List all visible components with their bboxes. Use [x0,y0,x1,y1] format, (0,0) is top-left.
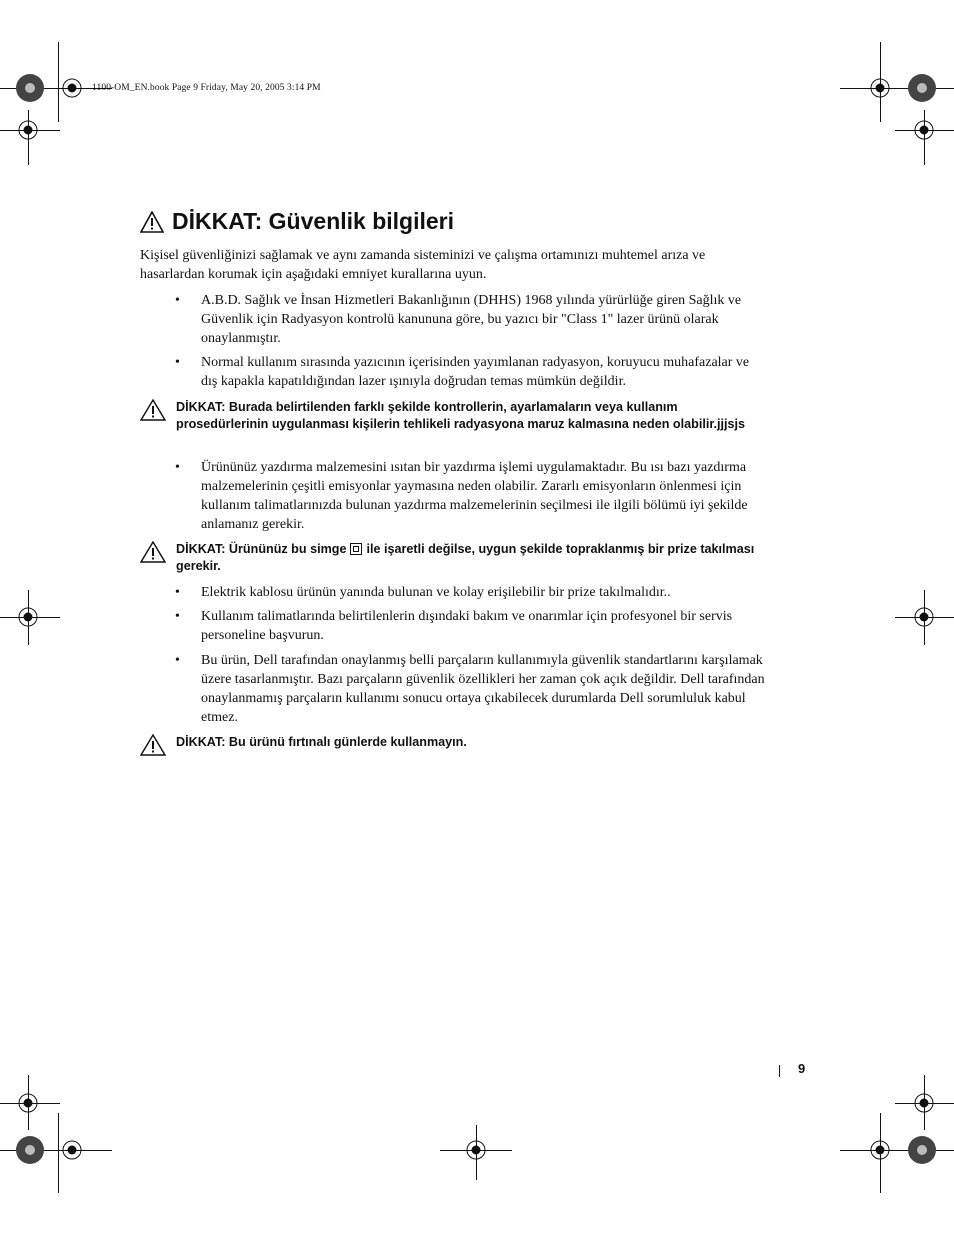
bullet-glyph: • [175,609,180,624]
list-item-text: Elektrik kablosu ürünün yanında bulunan ve kolay erişilebilir bir prize takılmalıdır.. [201,585,671,600]
caution-note [140,399,765,433]
page-number: 9 [798,1061,806,1076]
caution-note [140,541,765,575]
caution-text-part: ile işaretli değilse, uygun şekilde topraklanmış bir prize takılması gerekir. [176,542,755,573]
warning-triangle-icon [140,734,176,761]
book-file-info: 1100-OM_EN.book Page 9 Friday, May 20, 2005 3:14 PM [92,83,321,93]
page-title-text: DİKKAT: Güvenlik bilgileri [172,208,454,234]
caution-note [140,734,765,761]
bullet-glyph: • [175,355,180,370]
list-item-text: Kullanım talimatlarında belirtilenlerin dışındaki bakım ve onarımlar için profesyonel bir servis personeline başvurun. [201,609,733,643]
list-item-text: Bu ürün, Dell tarafından onaylanmış belli parçaların kullanımıyla güvenlik standartlarını karşılamak üzere tasarlanmıştır. Bazı parçaların güvenlik özellikleri her zaman çok açık değildir. Dell tarafından onaylanmamış parçaların kullanımı sonucu ortaya çıkabilecek durumlarda Dell sorumluluk kabul etmez. [201,653,765,725]
list-item-text: Normal kullanım sırasında yazıcının içerisinden yayımlanan radyasyon, koruyucu muhafazalar ve dış kapakla kapatıldığından lazer ışınıyla doğrudan temas mümkün değildir. [201,355,750,389]
intro-paragraph: Kişisel güvenliğinizi sağlamak ve aynı zamanda sisteminizi ve çalışma ortamınızı muhtemel arıza ve hasarlardan korumak için aşağıdaki emniyet kurallarına uyun. [140,248,706,282]
page-title [140,208,454,235]
list-item [175,651,765,727]
list-item-text: A.B.D. Sağlık ve İnsan Hizmetleri Bakanlığının (DHHS) 1968 yılında yürürlüğe giren Sağlık ve Güvenlik için Radyasyon kontrolü kanununa göre, bu yazıcı bir "Class 1" lazer ürünü olarak onaylanmıştır. [201,293,742,346]
warning-triangle-icon [140,399,176,433]
list-item-text: Ürününüz yazdırma malzemesini ısıtan bir yazdırma işlemi uygulamaktadır. Bu ısı bazı yazdırma malzemelerinin çeşitli emisyonlar yaymasına neden olabilir. Zararlı emisyonların önlenmesi için kullanım talimatlarınızda bulunan yazdırma malzemelerinin seçilmesi ile ilgili bölümü iyi şekilde anlamanız gerekir. [201,460,748,532]
double-insulation-symbol-icon [350,543,362,555]
warning-triangle-icon [140,541,176,575]
list-item [175,291,765,348]
warning-triangle-icon [140,211,164,233]
caution-text-part: DİKKAT: Ürününüz bu simge [176,542,347,556]
bullet-glyph: • [175,460,180,475]
list-item [175,353,765,391]
page-number-divider [779,1065,780,1077]
list-item [175,583,765,602]
list-item [175,607,765,645]
caution-text: DİKKAT: Burada belirtilenden farklı şekilde kontrollerin, ayarlamaların veya kullanım prosedürlerinin uygulanması kişilerin tehlikeli radyasyona maruz kalmasına neden olabilir.jjjsjs [176,400,746,431]
caution-text: DİKKAT: Bu ürünü fırtınalı günlerde kullanmayın. [176,735,467,749]
list-item [175,458,765,534]
bullet-glyph: • [175,293,180,308]
bullet-glyph: • [175,653,180,668]
bullet-glyph: • [175,585,180,600]
caution-text [176,541,765,575]
